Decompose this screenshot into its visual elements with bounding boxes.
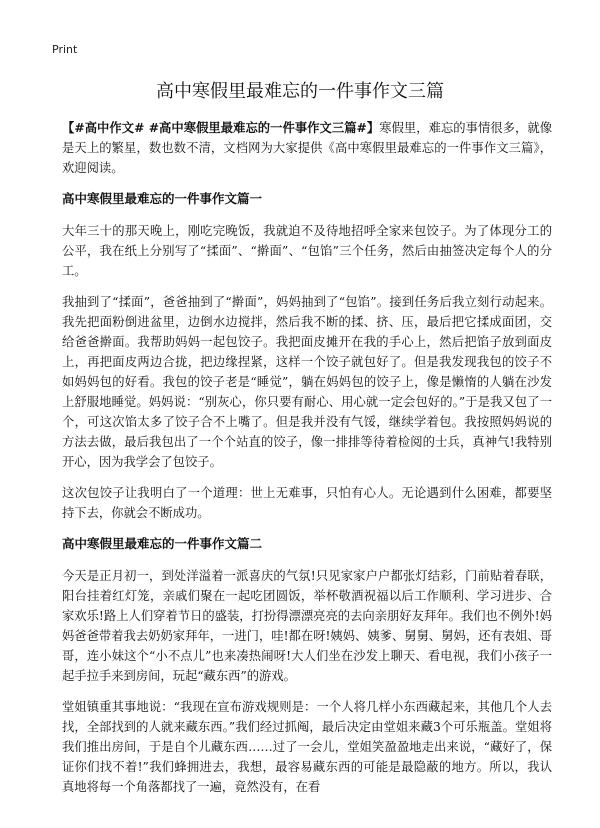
intro-tags: 【#高中作文# #高中寒假里最难忘的一件事作文三篇#】 — [62, 120, 380, 135]
section-heading-2: 高中寒假里最难忘的一件事作文篇二 — [62, 536, 263, 551]
document-body — [62, 118, 552, 808]
paragraph: 堂姐镇重其事地说：“我现在宣布游戏规则是：一个人将几样小东西藏起来，其他几个人去找，全部找到的人就来藏东西。”我们经过抓阄，最后决定由堂姐来藏3个可乐瓶盖。堂姐将我们推出房间，于是自个儿藏东西……过了一会儿，堂姐笑盈盈地走出来说，“藏好了，保证你们找不着!”我们蜂拥进去，我想，最容易藏东西的可能是最隐蔽的地方。所以，我认真地将每一个角落都找了一遍，竟然没有，在看 — [62, 700, 552, 794]
document-title: 高中寒假里最难忘的一件事作文三篇 — [156, 81, 444, 102]
section-heading-1: 高中寒假里最难忘的一件事作文篇一 — [62, 191, 263, 206]
intro-paragraph — [62, 118, 552, 178]
paragraph: 这次包饺子让我明白了一个道理：世上无难事，只怕有心人。无论遇到什么困难，都要坚持下去，你就会不断成功。 — [62, 486, 552, 520]
intro-text: 寒假里，难忘的事情很多，就像是天上的繁星，数也数不清，文档网为大家提供《高中寒假里最难忘的一件事作文三篇》，欢迎阅读。 — [62, 121, 552, 175]
paragraph: 今天是正月初一，到处洋溢着一派喜庆的气氛!只见家家户户都张灯结彩，门前贴着春联，阳台挂着红灯笼，亲戚们聚在一起吃团圆饭，举杯敬酒祝福以后工作顺利、学习进步、合家欢乐!路上人们穿着节日的盛装，打扮得漂漂亮亮的去向亲朋好友拜年。我们也不例外!妈妈爸爸带着我去奶奶家拜年，一进门，哇!都在呀!姨妈、姨爹、舅舅、舅妈，还有表姐、哥哥，连小妹这个“小不点儿”也来凑热闹呀!大人们坐在沙发上聊天、看电视，我们小孩子一起手拉手来到房间，玩起“藏东西”的游戏。 — [62, 569, 552, 683]
paragraph: 我抽到了“揉面”，爸爸抽到了“擀面”，妈妈抽到了“包馅”。接到任务后我立刻行动起来。我先把面粉倒进盆里，边倒水边搅拌，然后我不断的揉、挤、压，最后把它揉成面团，交给爸爸擀面。我帮助妈妈一起包饺子。我把面皮摊开在我的手心上，然后把馅子放到面皮上，再把面皮两边合拢，把边缘捏紧，这样一个饺子就包好了。但是我发现我包的饺子不如妈妈包的好看。我包的饺子老是“睡觉”，躺在妈妈包的饺子上，像是懒惰的人躺在沙发上舒服地睡觉。妈妈说：“别灰心，你只要有耐心、用心就一定会包好的。”于是我又包了一个，可这次馅太多了饺子合不上嘴了。但是我并没有气馁，继续学着包。我按照妈妈说的方法去做，最后我包出了一个个站直的饺子，像一排排等待着检阅的士兵，真神气!我特别开心，因为我学会了包饺子。 — [62, 295, 552, 469]
print-label: Print — [52, 43, 78, 56]
paragraph: 大年三十的那天晚上，刚吃完晚饭，我就迫不及待地招呼全家来包饺子。为了体现分工的公平，我在纸上分别写了“揉面”、“擀面”、“包馅”三个任务，然后由抽签决定每个人的分工。 — [62, 224, 552, 278]
